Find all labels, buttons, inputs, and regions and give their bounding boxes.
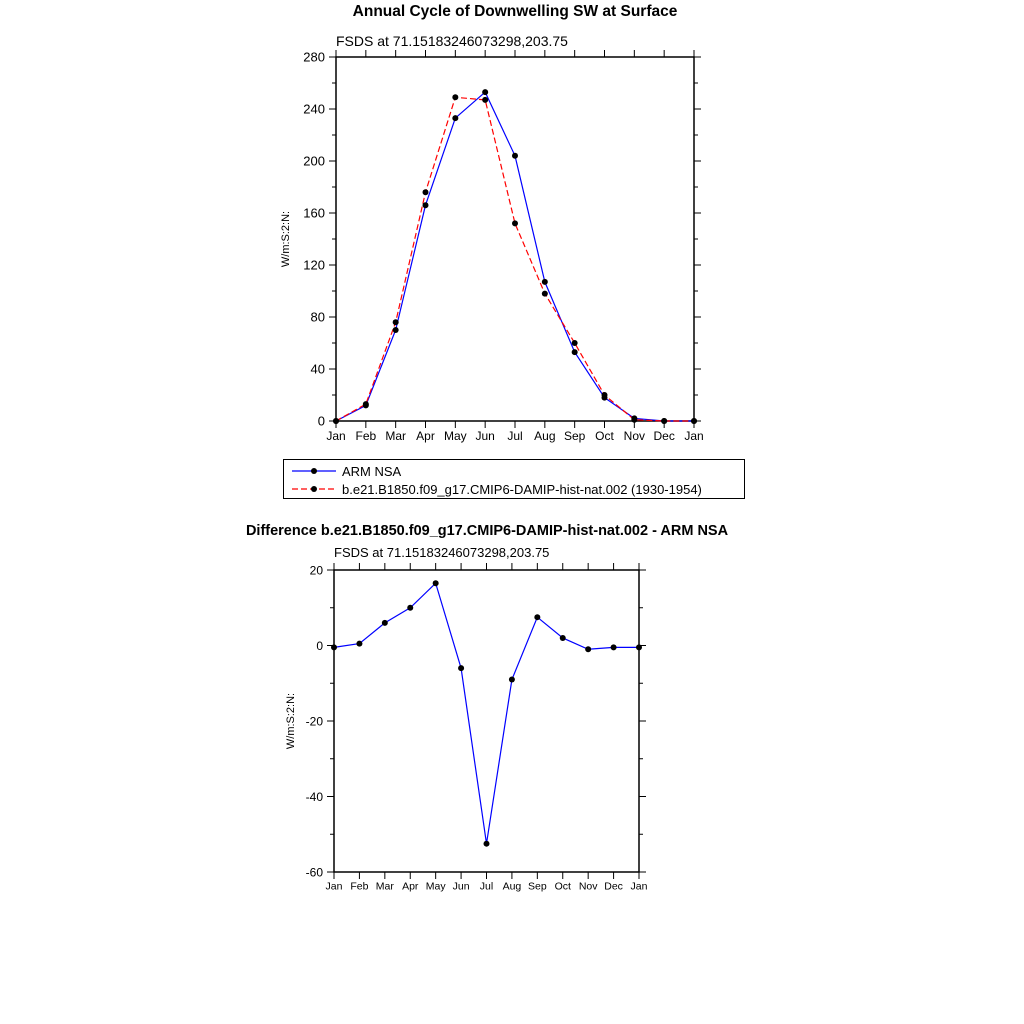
top-chart [280, 50, 704, 444]
series-marker [407, 605, 413, 611]
y-tick-label: 80 [310, 309, 325, 325]
series-marker [512, 220, 518, 226]
bottom-chart-frame [334, 570, 639, 872]
y-tick-label: 0 [316, 639, 323, 653]
series-marker [542, 279, 548, 285]
legend-label-arm-nsa: ARM NSA [342, 463, 402, 479]
x-tick-label: Jan [684, 429, 704, 443]
y-tick-label: 240 [303, 101, 325, 117]
series-marker [423, 189, 429, 195]
series-line-solid [334, 583, 639, 843]
series-marker [482, 97, 488, 103]
series-marker [382, 620, 388, 626]
bottom-chart [285, 563, 648, 893]
y-tick-label: 0 [317, 413, 325, 429]
series-marker [585, 646, 591, 652]
x-tick-label: Dec [653, 429, 675, 443]
series-marker [636, 644, 642, 650]
x-tick-label: Aug [534, 429, 556, 443]
x-tick-label: Oct [554, 880, 571, 893]
series-marker [631, 417, 637, 423]
x-tick-label: Jun [452, 880, 470, 893]
series-marker [452, 94, 458, 100]
legend [283, 459, 745, 499]
x-tick-label: Jan [325, 880, 343, 893]
series-marker [393, 319, 399, 325]
top-chart-frame [336, 57, 694, 421]
legend-item-arm-nsa [284, 462, 744, 480]
y-tick-label: -60 [305, 865, 323, 880]
legend-item-model [284, 480, 744, 498]
series-marker [482, 89, 488, 95]
y-tick-label: 120 [303, 257, 325, 273]
x-tick-label: May [425, 880, 446, 893]
series-marker [611, 644, 617, 650]
x-tick-label: Apr [416, 429, 435, 443]
series-marker [331, 644, 337, 650]
x-tick-label: Jun [475, 429, 495, 443]
legend-line-dashed-icon [291, 483, 337, 495]
x-tick-label: Mar [375, 880, 394, 893]
y-tick-label: 280 [303, 49, 325, 65]
series-marker [542, 291, 548, 297]
y-axis-label: W/m:S:2:N: [285, 692, 297, 750]
series-marker [393, 327, 399, 333]
series-marker [423, 202, 429, 208]
x-tick-label: Sep [527, 880, 547, 893]
x-tick-label: Jan [630, 880, 648, 893]
series-marker [363, 401, 369, 407]
bottom-chart-title: Difference b.e21.B1850.f09_g17.CMIP6-DAMIP-hist-nat.002 - ARM NSA [245, 523, 729, 539]
series-marker [509, 676, 515, 682]
x-tick-label: May [443, 429, 467, 443]
x-tick-label: Nov [578, 880, 598, 893]
x-tick-label: Mar [385, 429, 407, 443]
bottom-chart-subtitle: FSDS at 71.15183246073298,203.75 [334, 545, 550, 560]
series-marker [452, 115, 458, 121]
x-tick-label: Aug [502, 880, 522, 893]
series-marker [484, 841, 490, 847]
series-line-solid [336, 92, 694, 421]
x-tick-label: Oct [595, 429, 614, 443]
series-marker [560, 635, 566, 641]
series-marker [572, 340, 578, 346]
series-marker [356, 641, 362, 647]
x-tick-label: Nov [623, 429, 646, 443]
y-tick-label: 20 [309, 563, 323, 578]
y-tick-label: -20 [305, 714, 323, 729]
x-tick-label: Feb [355, 429, 377, 443]
y-tick-label: 160 [303, 205, 325, 221]
x-tick-label: Jul [479, 880, 494, 893]
y-tick-label: -40 [305, 790, 323, 804]
series-marker [333, 418, 339, 424]
y-axis-label: W/m:S:2:N: [280, 210, 292, 268]
series-marker [458, 665, 464, 671]
x-tick-label: Sep [563, 429, 586, 443]
series-marker [534, 614, 540, 620]
legend-label-model: b.e21.B1850.f09_g17.CMIP6-DAMIP-hist-nat.002 (1930-1954) [342, 481, 702, 497]
x-tick-label: Apr [402, 880, 419, 893]
legend-line-solid-icon [291, 465, 337, 477]
x-tick-label: Jul [507, 429, 523, 443]
series-marker [512, 153, 518, 159]
series-marker [572, 349, 578, 355]
series-line-dashed [336, 97, 694, 421]
series-marker [602, 392, 608, 398]
y-tick-label: 200 [303, 153, 325, 169]
x-tick-label: Jan [326, 429, 346, 443]
series-marker [691, 418, 697, 424]
x-tick-label: Feb [350, 880, 369, 893]
x-tick-label: Dec [604, 880, 623, 893]
top-chart-subtitle: FSDS at 71.15183246073298,203.75 [336, 33, 568, 49]
series-marker [661, 418, 667, 424]
y-tick-label: 40 [310, 361, 325, 377]
top-chart-title: Annual Cycle of Downwelling SW at Surface [352, 3, 678, 20]
series-marker [433, 580, 439, 586]
